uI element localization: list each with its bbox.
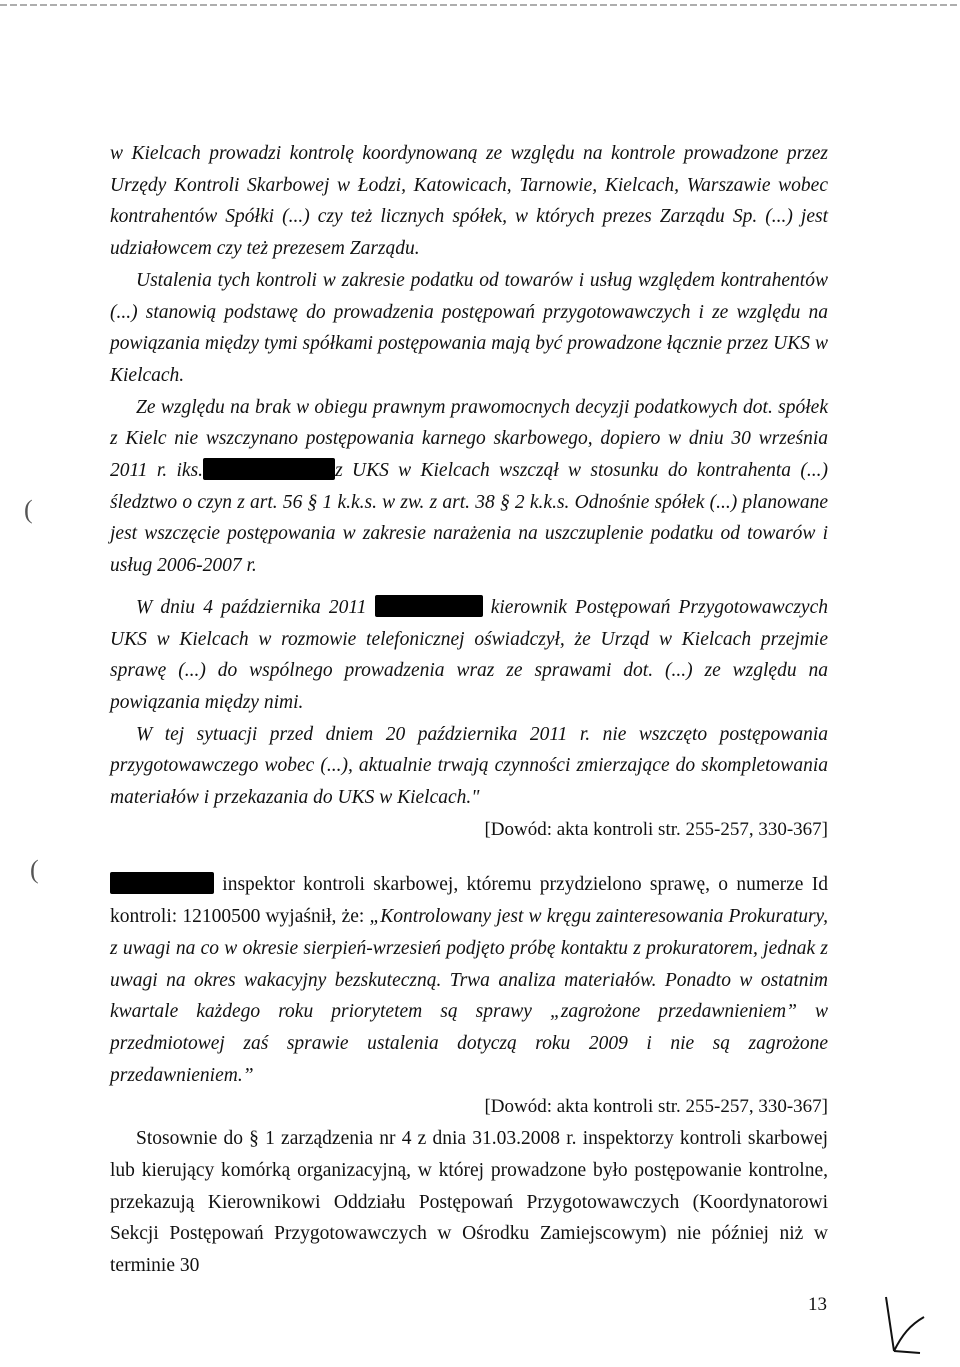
paragraph-4-start: W dniu 4 października 2011 (136, 596, 367, 618)
margin-bracket-mark: ( (30, 855, 39, 884)
paragraph-3-end: z UKS w Kielcach wszczął w stosunku do kontrahenta (...) śledztwo o czyn z art. 56 § 1 k.k.s. w zw. z art. 38 § 2 k.k.s. Odnośnie spółek (...) planowane jest wszczęcie postępowania w zakresie narażenia na uszczuplenie podatku od towarów i usług 2006-2007 r. (110, 460, 828, 577)
paragraph-6 (110, 869, 828, 1091)
evidence-note-2: [Dowód: akta kontroli str. 255-257, 330-367] (484, 1096, 828, 1118)
paragraph-6-text: inspektor kontroli skarbowej, któremu przydzielono sprawę, o numerze Id kontroli: 12100500 wyjaśnił, że: (110, 874, 828, 928)
paragraph-3 (110, 392, 828, 582)
paragraph-5: W tej sytuacji przed dniem 20 października 2011 r. nie wszczęto postępowania przygotowawczego wobec (...), aktualnie trwają czynności zmierzające do skompletowania materiałów i przekazania do UKS w Kielcach." (110, 723, 828, 809)
evidence-note-1: [Dowód: akta kontroli str. 255-257, 330-367] (484, 818, 828, 840)
paragraph-3-start: Ze względu na brak w obiegu prawnym prawomocnych decyzji podatkowych dot. spółek z Kielc nie wszczynano postępowania karnego skarbowego, dopiero w dniu 30 września 2011 r. iks. (110, 396, 828, 482)
paragraph-4-end: kierownik Postępowań Przygotowawczych UKS w Kielcach w rozmowie telefonicznej oświadczył, że Urząd w Kielcach przejmie sprawę (...) do wspólnego prowadzenia wraz ze sprawami dot. (...) ze względu na powiązania między nimi. (110, 596, 828, 713)
redaction-block (375, 595, 483, 617)
document-page (110, 138, 828, 1282)
paragraph-4 (110, 592, 828, 719)
page-number: 13 (808, 1294, 827, 1315)
paragraph-1: w Kielcach prowadzi kontrolę koordynowaną ze względu na kontrole prowadzone przez Urzędy Kontroli Skarbowej w Łodzi, Katowicach, Tarnowie, Kielcach, Warszawie wobec kontrahentów Spółki (...) czy też licznych spółek, w których prezes Zarządu Sp. (...) jest udziałowcem czy też prezesem Zarządu. (110, 143, 828, 260)
paragraph-7: Stosownie do § 1 zarządzenia nr 4 z dnia 31.03.2008 r. inspektorzy kontroli skarbowej lub kierujący komórką organizacyjną, w której prowadzone było postępowanie kontrolne, przekazują Kierownikowi Oddziału Postępowań Przygotowawczych (Koordynatorowi Sekcji Postępowań Przygotowawczych w Ośrodku Zamiejscowym) nie później niż w terminie 30 (110, 1128, 828, 1276)
margin-bracket-mark: ( (24, 495, 33, 524)
redaction-block (203, 458, 335, 480)
paragraph-6-quote: „Kontrolowany jest w kręgu zainteresowania Prokuratury, z uwagi na co w okresie sierpień-wrzesień podjęto próbę kontaktu z prokuratorem, jednak z uwagi na okres wakacyjny bezskuteczną. Trwa analiza materiałów. Ponadto w ostatnim kwartale każdego roku priorytetem są sprawy „zagrożone przedawnieniem” w przedmiotowej zaś sprawie ustalenia dotyczą roku 2009 i nie są zagrożone przedawnieniem.” (110, 906, 828, 1086)
paragraph-2: Ustalenia tych kontroli w zakresie podatku od towarów i usług względem kontrahentów (...) stanowią podstawę do prowadzenia postępowań przygotowawczych i ze względu na powiązania między tymi spółkami postępowania mają być prowadzone łącznie przez UKS w Kielcach. (110, 269, 828, 386)
redaction-block (110, 872, 214, 894)
scan-top-edge (0, 4, 960, 6)
handwritten-initial (880, 1295, 928, 1355)
